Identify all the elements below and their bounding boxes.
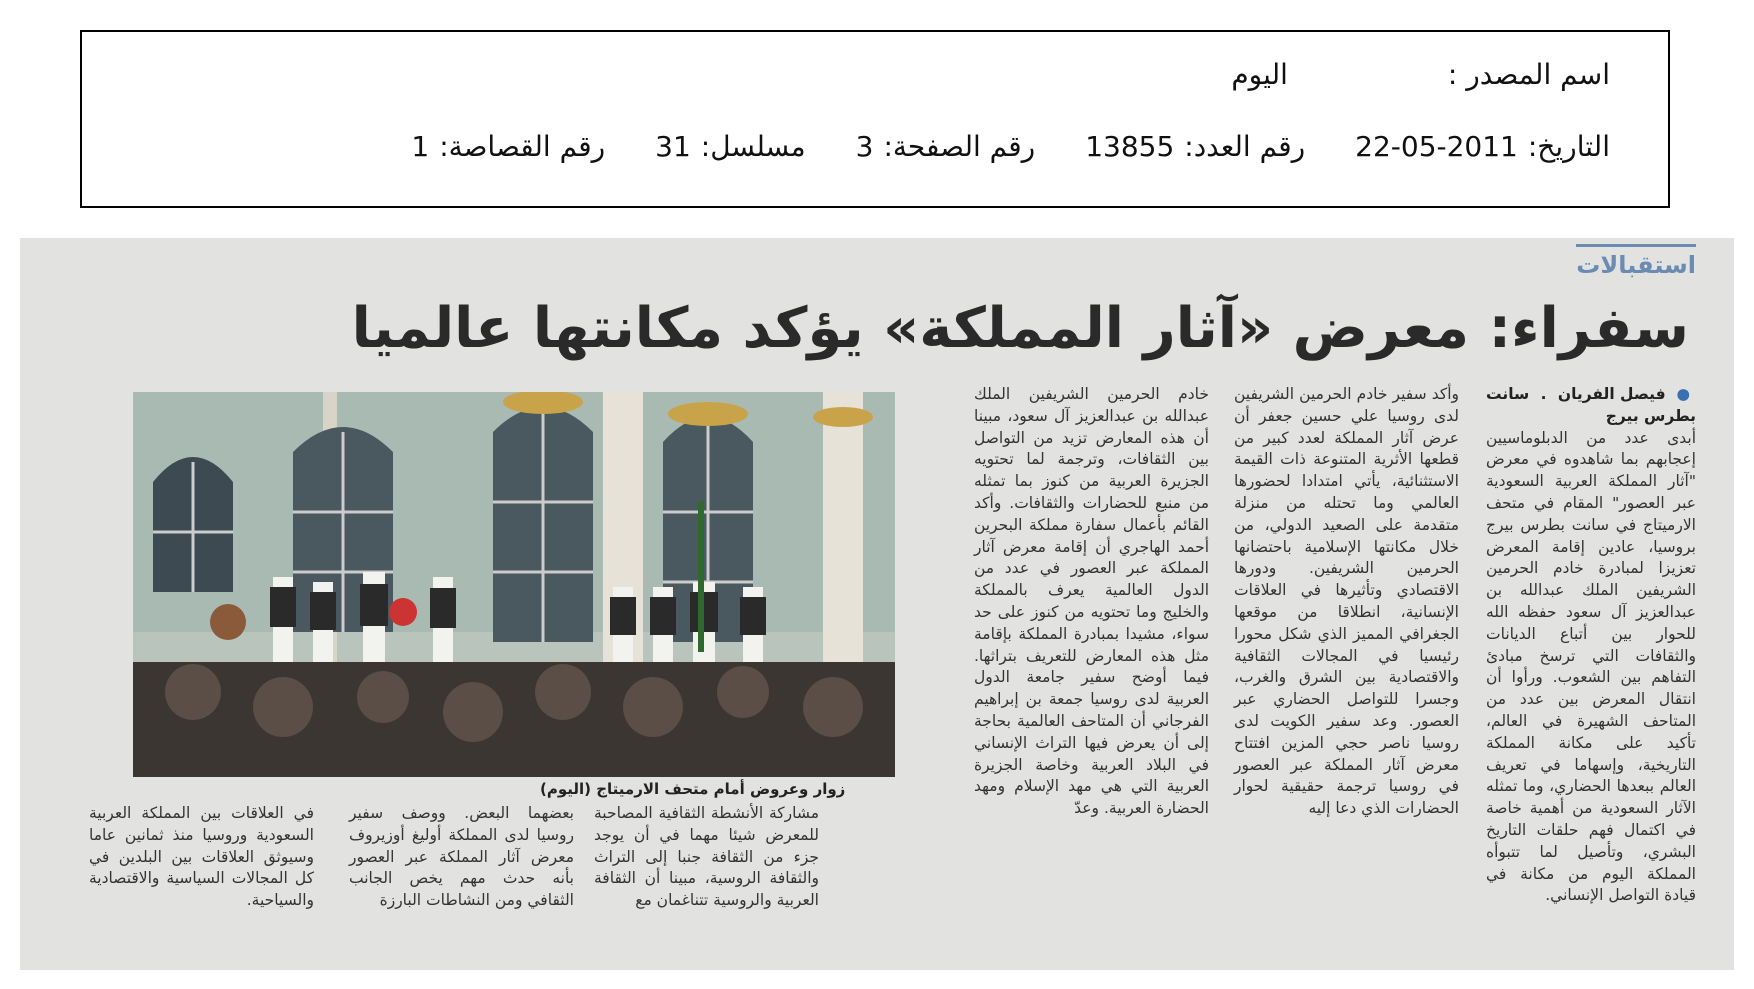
meta-row xyxy=(411,130,1610,163)
photo-caption: زوار وعروض أمام متحف الارميتاج (اليوم) xyxy=(540,780,846,798)
article-photo xyxy=(133,392,895,777)
date-value: 22-05-2011 xyxy=(1355,130,1518,163)
source-row xyxy=(1231,58,1610,91)
article-column-5: بعضهما البعض. ووصف سفير روسيا لدى المملكة أوليغ أوزيروف معرض آثار المملكة عبر العصور بأنه حدث مهم يخص الجانب الثقافي ومن النشاطات البارزة xyxy=(349,804,574,910)
article-headline: سفراء: معرض «آثار المملكة» يؤكد مكانتها عالميا xyxy=(351,296,1689,361)
article-column-3: خادم الحرمين الشريفين الملك عبدالله بن عبدالعزيز آل سعود، مبينا أن هذه المعارض تزيد من التواصل بين الثقافات، وترجمة لما تحتويه الجزيرة العربية من كنوز بما تمثله من منبع للحضارات والثقافات. وأكد القائم بأعمال سفارة مملكة البحرين أحمد الهاجري أن إقامة معرض آثار المملكة عبر العصور في عدد من الدول العالمية يعرف بالمملكة والخليج وما تحتويه من كنوز على حد سواء، مشيدا بمبادرة المملكة بإقامة مثل هذه المعارض للتعريف بتراثها. فيما أوضح سفير جامعة الدول العربية لدى روسيا جمعة بن إبراهيم الفرجاني أن المتاحف العالمية بحاجة إلى أن يعرض فيها التراث الإنساني في البلاد العربية وخاصة الجزيرة العربية التي هي مهد الإسلام ومهد الحضارة العربية. وعدّ xyxy=(974,385,1209,818)
date-label: التاريخ: xyxy=(1527,130,1610,163)
page-value: 3 xyxy=(855,130,874,163)
article-column-2: وأكد سفير خادم الحرمين الشريفين لدى روسيا علي حسين جعفر أن عرض آثار المملكة لعدد كبير من قطعها الأثرية المتنوعة ذات القيمة الاستثنائية، يأتي امتدادا لحضورها العالمي وما تحتله من منزلة متقدمة على الصعيد الدولي، من خلال مكانتها الإسلامية باحتضانها الحرمين الشريفين. ودورها الاقتصادي وتأثيرها في العلاقات الإنسانية، انطلاقا من موقعها الجغرافي المميز الذي شكل محورا رئيسيا في المجالات الثقافية والاقتصادية بين الشرق والغرب، وجسرا للتواصل الحضاري عبر العصور. وعد سفير الكويت لدى روسيا ناصر حجي المزين افتتاح معرض آثار المملكة عبر العصور في روسيا ترجمة حقيقية لحوار الحضارات الذي دعا إليه xyxy=(1234,385,1459,818)
byline xyxy=(1486,384,1696,428)
page-label: رقم الصفحة: xyxy=(883,130,1036,163)
source-label: اسم المصدر : xyxy=(1447,58,1610,91)
source-info-box xyxy=(80,30,1670,208)
serial-value: 31 xyxy=(655,130,691,163)
clip-value: 1 xyxy=(411,130,430,163)
byline-text: فيصل الفريان . سانت بطرس بيرج xyxy=(1486,385,1696,425)
photo-illustration xyxy=(133,392,895,777)
article-column-1 xyxy=(1486,384,1696,907)
article-column-4: مشاركة الأنشطة الثقافية المصاحبة للمعرض شيئا مهما في أن يوجد جزء من الثقافة جنبا إلى التراث والثقافة الروسية، مبينا أن الثقافة العربية والروسية تتناغمان مع xyxy=(594,804,819,910)
article-column-6: في العلاقات بين المملكة العربية السعودية وروسيا منذ ثمانين عاما وسيوثق العلاقات بين البلدين في كل المجالات السياسية والاقتصادية والسياحية. xyxy=(89,804,314,910)
newspaper-clipping xyxy=(20,238,1734,970)
column-text: أبدى عدد من الدبلوماسيين إعجابهم بما شاهدوه في معرض "آثار المملكة العربية السعودية عبر العصور" المقام في متحف الارميتاج في سانت بطرس بيرج بروسيا، عادين إقامة المعرض تعزيزا لمبادرة خادم الحرمين الشريفين الملك عبدالله بن عبدالعزيز آل سعود حفظه الله للحوار بين أتباع الديانات والثقافات التي ترسخ مبادئ التفاهم بين الشعوب. ورأوا أن انتقال المعرض بين عدد من المتاحف الشهيرة في العالم، تأكيد على مكانة المملكة التاريخية، وإسهاما في تعريف العالم ببعدها الحضاري، وما تمثله الآثار السعودية من أهمية خاصة في اكتمال فهم حلقات التاريخ البشري، وتأصيل لما تتبوأه المملكة اليوم من مكانة في قيادة التواصل الإنساني. xyxy=(1486,428,1696,905)
issue-label: رقم العدد: xyxy=(1184,130,1306,163)
serial-label: مسلسل: xyxy=(700,130,806,163)
issue-value: 13855 xyxy=(1085,130,1175,163)
bullet-icon: ● xyxy=(1665,385,1696,403)
section-label: استقبالات xyxy=(1576,244,1696,279)
clip-label: رقم القصاصة: xyxy=(439,130,606,163)
source-value: اليوم xyxy=(1231,58,1288,91)
